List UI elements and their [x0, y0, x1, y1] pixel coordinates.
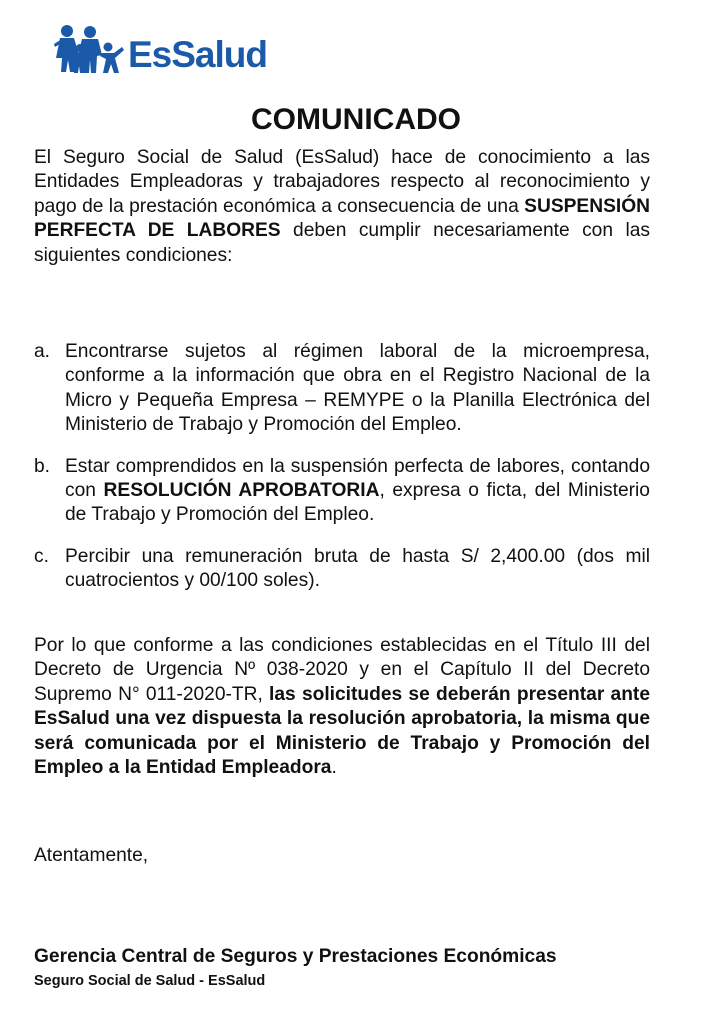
item-text: Percibir una remuneración bruta de hasta S/ 2,400.00 (dos mil cuatrocientos y 00/100 soles). [65, 545, 650, 592]
item-label: a. [34, 341, 51, 362]
intro-text-end: deben cumplir necesariamente con las siguientes condiciones: [34, 220, 650, 266]
intro-paragraph [34, 146, 650, 268]
closing-paragraph [34, 634, 650, 780]
closing-text: Por lo que conforme a las condiciones establecidas en el Título III del Decreto de Urgencia Nº 038-2020 y en el Capítulo II del Decreto Supremo N° 011-2020-TR, [34, 635, 650, 705]
closing-bold: las solicitudes se deberán presentar ante EsSalud una vez dispuesta la resolución aprobatoria, la misma que será comunicada por el Ministerio de Trabajo y Promoción del Empleo a la Entidad Empleadora [34, 683, 650, 779]
document-title: COMUNICADO [251, 103, 461, 136]
item-label: c. [34, 545, 49, 567]
signature-org: Seguro Social de Salud - EsSalud [34, 973, 266, 989]
family-icon [52, 24, 126, 74]
condition-item [34, 340, 650, 438]
item-bold: RESOLUCIÓN APROBATORIA [103, 480, 380, 502]
intro-bold: SUSPENSIÓN PERFECTA DE LABORES [34, 195, 650, 242]
condition-item [34, 545, 650, 594]
conditions-list [34, 340, 650, 611]
item-text: Estar comprendidos en la suspensión perfecta de labores, contando con [65, 455, 650, 502]
item-text-end: , expresa o ficta, del Ministerio de Trabajo y Promoción del Empleo. [65, 480, 650, 526]
item-label: b. [34, 455, 51, 477]
essalud-logo [52, 24, 267, 74]
logo-text: EsSalud [128, 34, 267, 75]
signature-office: Gerencia Central de Seguros y Prestaciones Económicas [34, 946, 557, 967]
item-text: Encontrarse sujetos al régimen laboral de la microempresa, conforme a la información que obra en el Registro Nacional de la Micro y Pequeña Empresa – REMYPE o la Planilla Electrónica del Ministerio de Trabajo y Promoción del Empleo. [65, 341, 650, 436]
salutation: Atentamente, [34, 845, 149, 866]
intro-text: El Seguro Social de Salud (EsSalud) hace de conocimiento a las Entidades Empleadoras y trabajadores respecto al reconocimiento y pago de la prestación económica a consecuencia de una [34, 147, 650, 217]
closing-text-end: . [331, 757, 337, 779]
condition-item [34, 455, 650, 528]
